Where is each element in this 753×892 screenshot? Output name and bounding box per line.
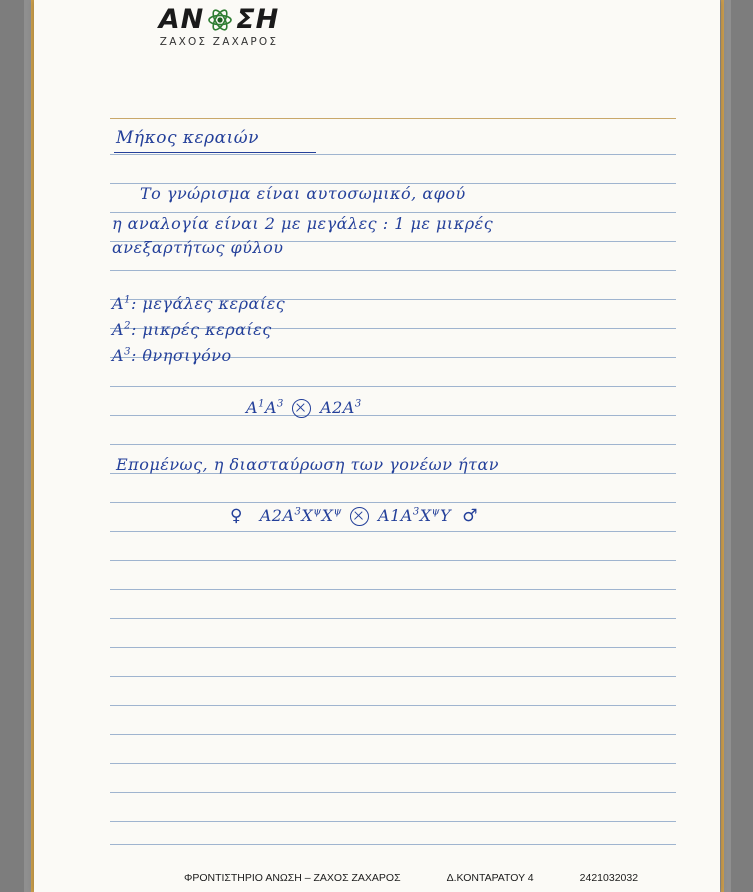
allele-3 — [112, 346, 232, 365]
brand-row — [109, 4, 329, 35]
cross1-parent-right: Α2Α — [320, 398, 355, 417]
rule-line — [110, 676, 676, 677]
allele-3-superscript: 3 — [124, 346, 131, 358]
brand-text-right: ΣΗ — [236, 4, 280, 35]
rule-line — [110, 502, 676, 503]
cross-expression-1 — [246, 398, 362, 418]
rule-line — [110, 415, 676, 416]
cross2-right-genotype: Α1Α — [378, 506, 413, 525]
rule-line — [110, 270, 676, 271]
notebook-sheet — [34, 0, 720, 892]
allele-2-superscript: 2 — [124, 320, 131, 332]
cross2-left-x1-sup: ψ — [313, 506, 322, 518]
title-underline — [114, 152, 316, 153]
allele-1-text: : μεγάλες κεραίες — [130, 294, 286, 313]
rule-line — [110, 531, 676, 532]
binder-margin-right — [721, 0, 724, 892]
footer-phone: 2421032032 — [579, 872, 639, 884]
female-symbol-icon: ♀ — [230, 506, 243, 526]
cross2-left-sup: 3 — [294, 506, 302, 518]
atom-icon — [207, 7, 233, 33]
allele-2-text: : μικρές κεραίες — [130, 320, 272, 339]
cross2-right-sup: 3 — [412, 506, 420, 518]
rule-line — [110, 844, 676, 845]
allele-2 — [112, 320, 272, 339]
cross1-parent-right-sup: 3 — [354, 398, 362, 410]
cross2-left-x2-sup: ψ — [333, 506, 342, 518]
cross2-right-x-sup: ψ — [431, 506, 440, 518]
cross-expression-2 — [230, 506, 478, 526]
cross2-left-x2: Χ — [321, 506, 334, 525]
rule-line — [110, 734, 676, 735]
brand-subtitle: ΖΑΧΟΣ ΖΑΧΑΡΟΣ — [159, 36, 279, 48]
rule-line — [110, 386, 676, 387]
rule-line — [110, 444, 676, 445]
cross-icon — [292, 399, 311, 418]
allele-1-superscript: 1 — [124, 294, 131, 306]
rule-line — [110, 763, 676, 764]
allele-1 — [112, 294, 285, 313]
cross1-parent-left-a: Α — [246, 398, 259, 417]
answer-title: Μήκος κεραιών — [116, 128, 260, 148]
allele-3-symbol: Α — [112, 346, 125, 365]
male-symbol-icon: ♂ — [462, 506, 478, 526]
paragraph-line-3: ανεξαρτήτως φύλου — [112, 238, 284, 257]
conclusion-line: Επομένως, η διασταύρωση των γονέων ήταν — [116, 455, 499, 474]
cross-icon — [350, 507, 369, 526]
rule-line — [110, 154, 676, 155]
allele-1-symbol: Α — [112, 294, 125, 313]
cross1-parent-left-b: Α — [264, 398, 277, 417]
rule-accent — [110, 118, 676, 119]
cross2-right-x: Χ — [419, 506, 432, 525]
page-footer — [68, 872, 753, 884]
paragraph-line-1: Το γνώρισμα είναι αυτοσωμικό, αφού — [140, 184, 466, 203]
brand-text-left: ΑΝ — [158, 4, 205, 35]
rule-line — [110, 705, 676, 706]
paragraph-line-2: η αναλογία είναι 2 με μεγάλες : 1 με μικρές — [112, 214, 494, 233]
rule-line — [110, 560, 676, 561]
rule-line — [110, 647, 676, 648]
rule-line — [110, 618, 676, 619]
allele-3-text: : θνησιγόνο — [130, 346, 232, 365]
rule-line — [110, 589, 676, 590]
page-gutter-left — [0, 0, 24, 892]
cross2-left-genotype: Α2Α — [259, 506, 295, 525]
cross1-parent-left-sup2: 3 — [277, 398, 284, 410]
footer-address: Δ.ΚΟΝΤΑΡΑΤΟΥ 4 — [446, 872, 534, 884]
footer-school: ΦΡΟΝΤΙΣΤΗΡΙΟ ΑΝΩΣΗ – ΖΑΧΟΣ ΖΑΧΑΡΟΣ — [183, 872, 401, 884]
rule-line — [110, 821, 676, 822]
cross2-left-x1: Χ — [301, 506, 314, 525]
allele-2-symbol: Α — [112, 320, 125, 339]
letterhead — [109, 4, 329, 48]
cross2-right-y: Υ — [439, 506, 452, 525]
page-gutter-right — [731, 0, 753, 892]
cross1-parent-left-sup1: 1 — [258, 398, 265, 410]
rule-line — [110, 212, 676, 213]
rule-line — [110, 792, 676, 793]
